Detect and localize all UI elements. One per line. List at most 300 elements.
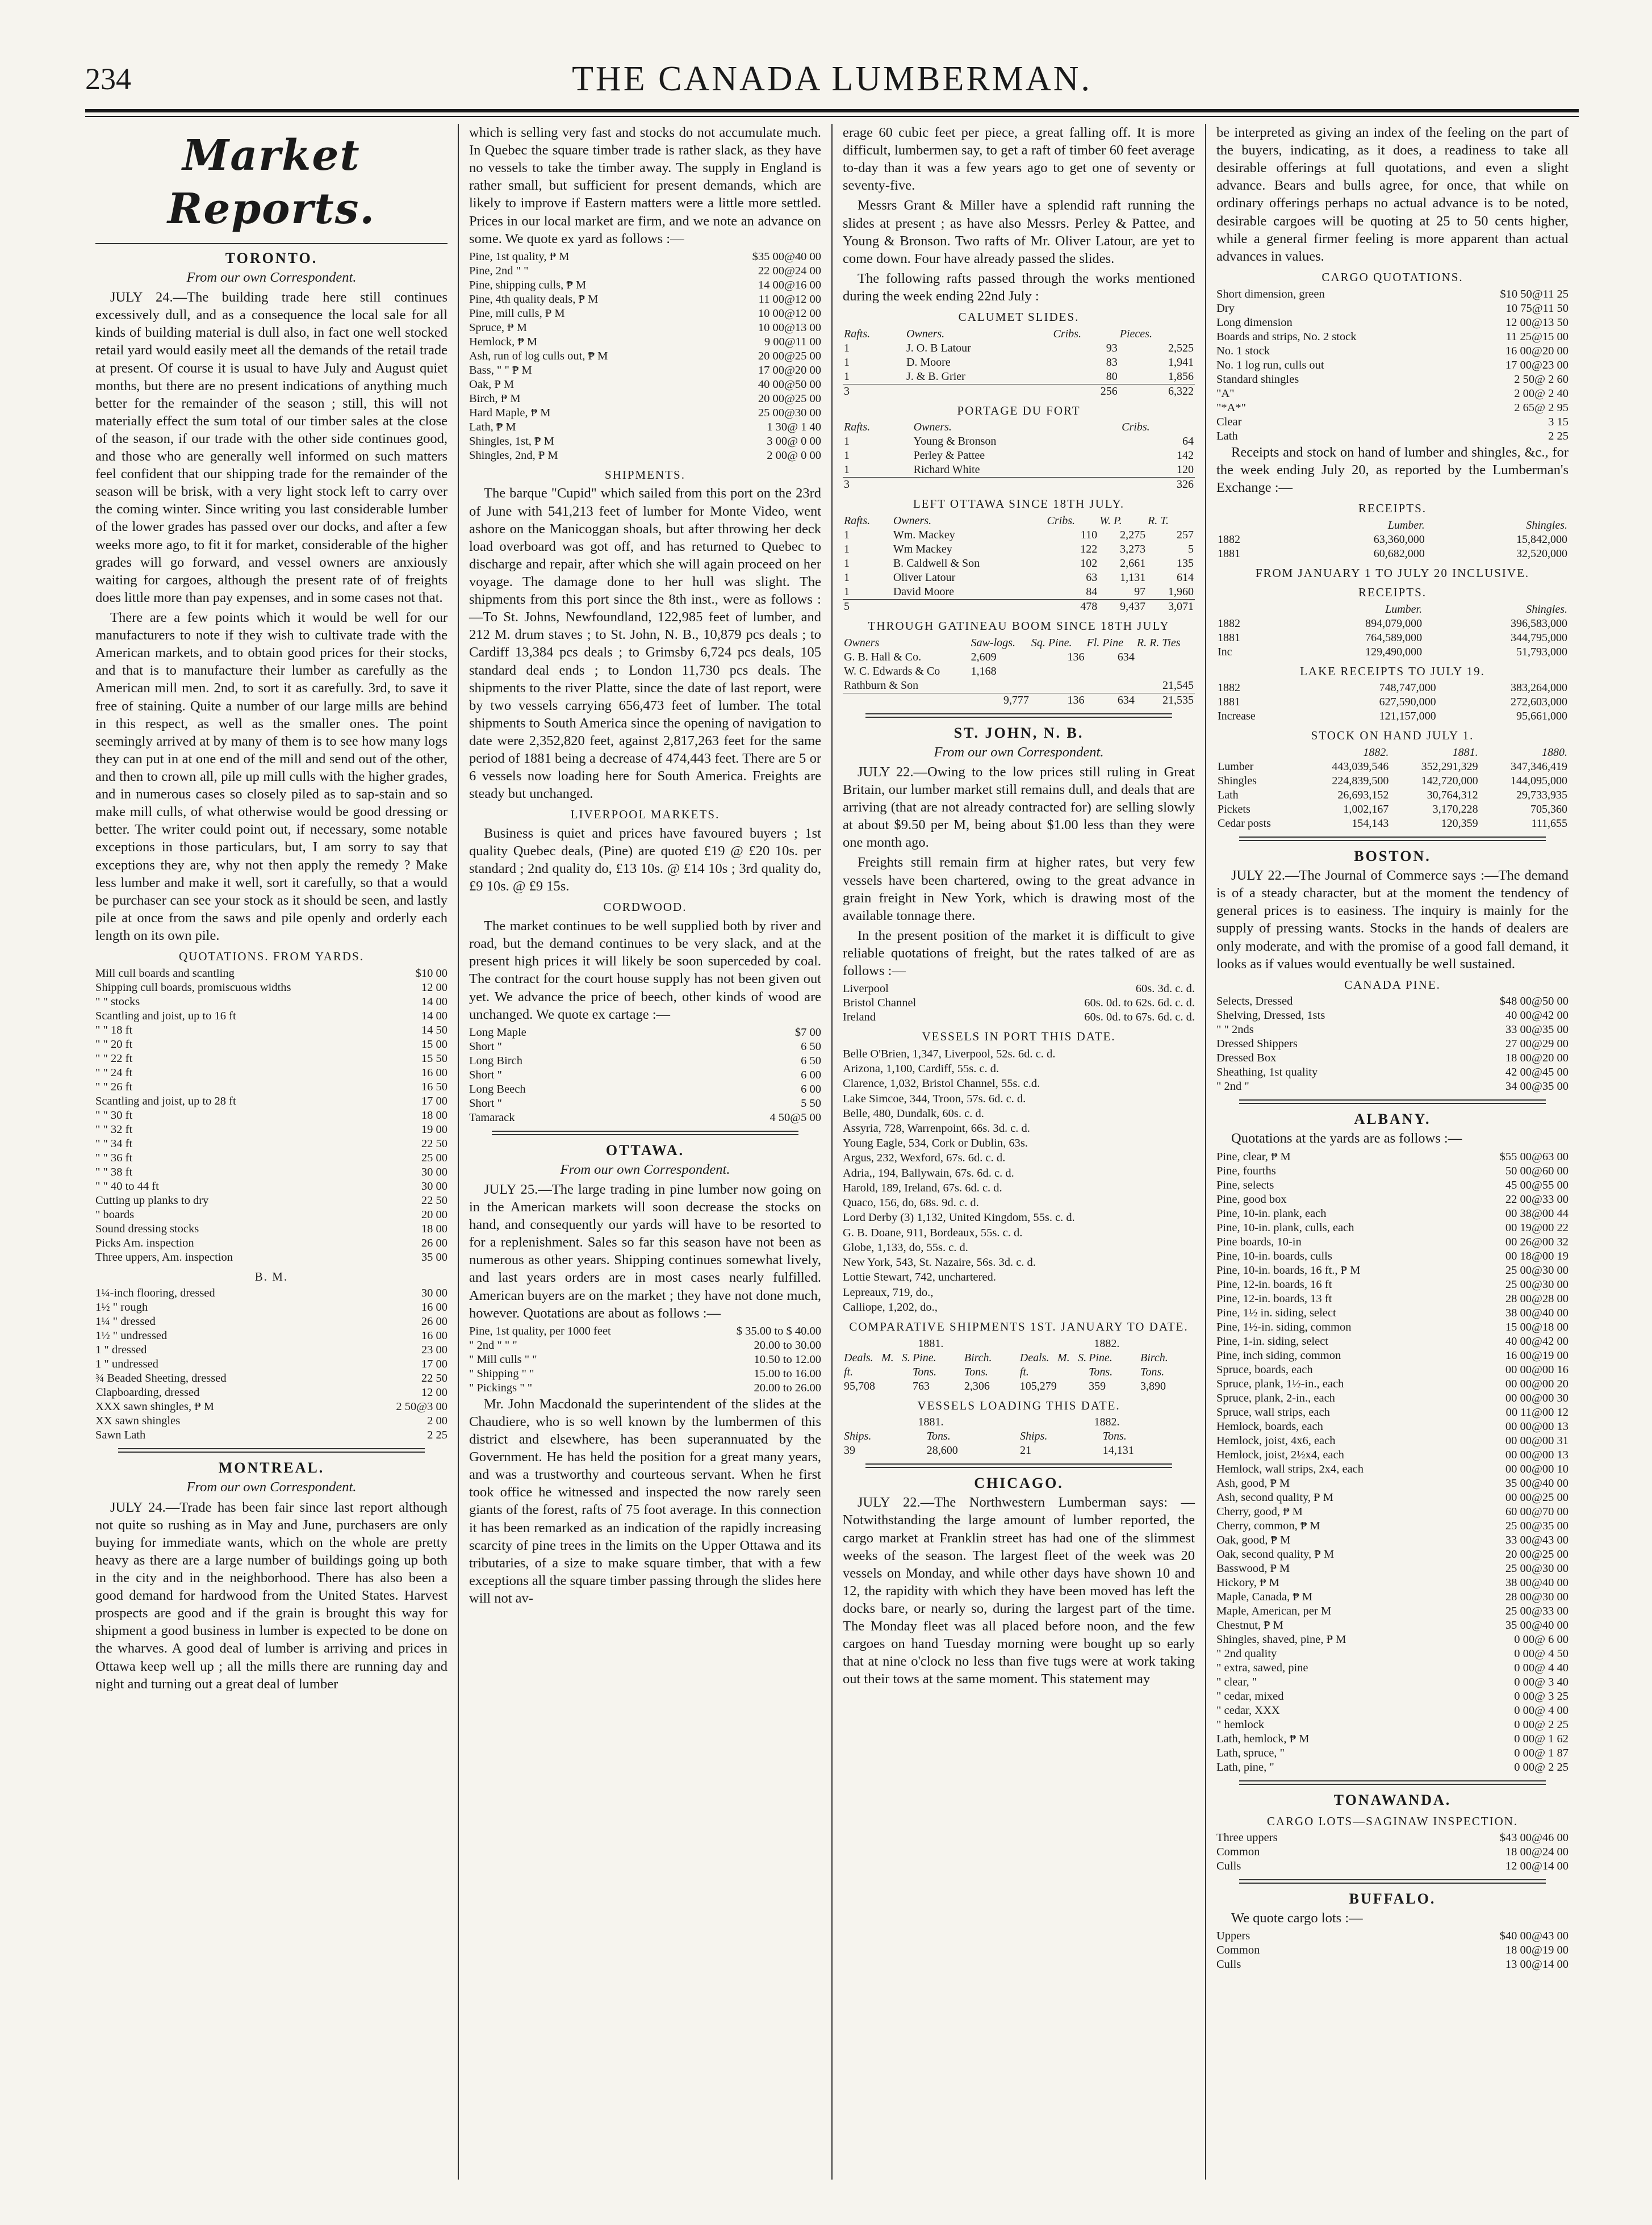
quote-row xyxy=(843,1010,1195,1024)
quote-row xyxy=(1216,1150,1569,1164)
quote-row xyxy=(1216,1689,1569,1704)
table-cell: Pickets xyxy=(1218,803,1250,816)
quote-row xyxy=(469,434,821,449)
table-cell: 1 xyxy=(844,463,850,476)
section-divider xyxy=(865,1463,1172,1468)
quote-value: 30 00 xyxy=(421,1165,447,1178)
quote-label: Spruce, wall strips, each xyxy=(1216,1406,1330,1419)
masthead xyxy=(85,51,1579,108)
quote-label: Dry xyxy=(1216,302,1235,315)
vessel-entry: Adria,, 194, Ballywain, 67s. 6d. c. d. xyxy=(843,1166,1014,1180)
quote-value: 28 00@28 00 xyxy=(1505,1292,1569,1305)
quote-label: Shingles, shaved, pine, ₱ M xyxy=(1216,1633,1346,1646)
quote-row xyxy=(1216,1420,1569,1434)
table-total-row xyxy=(843,693,1195,708)
table-cell: 1,168 xyxy=(971,664,997,677)
quote-label: Pine, selects xyxy=(1216,1178,1274,1191)
table-cell: 80 xyxy=(1106,370,1118,383)
quote-label: Oak, second quality, ₱ M xyxy=(1216,1548,1335,1561)
quote-label: 1½ " rough xyxy=(95,1301,148,1314)
table-total-cell: Inc xyxy=(1218,645,1232,658)
quote-row xyxy=(1216,344,1569,358)
quote-value: 0 00@ 3 25 xyxy=(1514,1689,1569,1703)
toronto-correspondent: From our own Correspondent. xyxy=(186,269,357,285)
quote-value: 14 00 xyxy=(421,1009,447,1022)
column-1 xyxy=(85,124,459,2180)
quote-label: " " 26 ft xyxy=(95,1080,133,1093)
table-row xyxy=(1216,681,1569,695)
table-cell: 2,275 xyxy=(1120,529,1146,542)
quote-value: 2 50@3 00 xyxy=(396,1400,447,1413)
quote-value: 12 00 xyxy=(421,1386,447,1399)
section-divider xyxy=(492,1131,798,1135)
quote-value: $43 00@46 00 xyxy=(1499,1831,1569,1845)
quote-row xyxy=(1216,1633,1569,1647)
quote-value: 5 50 xyxy=(801,1097,821,1110)
quote-label: Hemlock, boards, each xyxy=(1216,1420,1323,1433)
quote-label: Chestnut, ₱ M xyxy=(1216,1618,1283,1632)
quote-label: Pine, 12-in. boards, 13 ft xyxy=(1216,1292,1332,1305)
quote-value: 00 00@00 10 xyxy=(1505,1462,1569,1475)
quote-label: " " 22 ft xyxy=(95,1052,133,1065)
quote-value: 25 00@30 00 xyxy=(1505,1278,1569,1291)
quote-value: 6 00 xyxy=(801,1082,821,1095)
quote-value: 00 19@00 22 xyxy=(1505,1221,1569,1234)
quote-label: " " 40 to 44 ft xyxy=(95,1180,159,1193)
quote-row xyxy=(843,982,1195,996)
quote-value: 40 00@42 00 xyxy=(1505,1009,1569,1022)
quote-row xyxy=(95,1386,447,1400)
quote-value: 20 00@25 00 xyxy=(758,349,821,362)
quote-label: Hard Maple, ₱ M xyxy=(469,406,551,419)
table-cell: B. Caldwell & Son xyxy=(893,557,980,570)
quote-row xyxy=(1216,1080,1569,1094)
table-header: Rafts. xyxy=(844,515,871,528)
table-cell xyxy=(1030,664,1086,679)
vessels-title: VESSELS IN PORT THIS DATE. xyxy=(922,1030,1116,1044)
receipts-paragraph: Receipts and stock on hand of lumber and shingles, &c., for the week ending July 20, as reported by the Lumberman's Exchange :— xyxy=(1216,444,1569,495)
quote-row xyxy=(469,307,821,321)
from-january-title: FROM JANUARY 1 TO JULY 20 INCLUSIVE. xyxy=(1255,566,1530,580)
quote-row xyxy=(1216,330,1569,344)
table-cell: 272,603,000 xyxy=(1511,696,1567,709)
quote-value: 28 00@30 00 xyxy=(1505,1590,1569,1603)
quote-label: Hemlock, joist, 2½x4, each xyxy=(1216,1448,1344,1461)
table-header: 1881. xyxy=(1452,746,1478,759)
quote-label: " extra, sawed, pine xyxy=(1216,1661,1308,1674)
quote-row xyxy=(1216,1590,1569,1604)
comparative-head: Deals. M. S. ft. xyxy=(844,1351,910,1378)
table-row xyxy=(1216,774,1569,788)
quote-value: 14 50 xyxy=(421,1023,447,1036)
table-cell: 1 xyxy=(844,529,850,542)
quote-row xyxy=(1216,1533,1569,1548)
page-number: 234 xyxy=(85,62,131,96)
table-cell xyxy=(1086,679,1136,693)
quote-value: 00 11@00 12 xyxy=(1505,1406,1569,1419)
quote-row xyxy=(1216,1562,1569,1576)
table-cell: 1 xyxy=(844,370,850,383)
quote-row xyxy=(1216,1618,1569,1633)
albany-title: ALBANY. xyxy=(1354,1111,1431,1128)
quote-row xyxy=(1216,1845,1569,1859)
table-cell: 352,291,329 xyxy=(1421,760,1478,773)
table-row xyxy=(843,542,1195,557)
quote-value: 2 00 xyxy=(427,1415,447,1428)
table-cell: 443,039,546 xyxy=(1332,760,1389,773)
table-header xyxy=(1216,603,1278,617)
quote-label: Long Birch xyxy=(469,1054,522,1067)
table-row xyxy=(843,449,1195,463)
quote-row xyxy=(95,1250,447,1265)
quote-value: 3 00@ 0 00 xyxy=(767,434,821,447)
quote-value: 25 00@30 00 xyxy=(1505,1264,1569,1277)
table-total-cell xyxy=(892,600,1046,614)
quote-label: " " 34 ft xyxy=(95,1137,133,1150)
quote-label: Pine boards, 10-in xyxy=(1216,1235,1302,1248)
quote-row xyxy=(95,1194,447,1208)
quote-row xyxy=(1216,1320,1569,1335)
table-cell: 634 xyxy=(1117,650,1135,663)
ottawa-continued: erage 60 cubic feet per piece, a great falling off. It is more difficult, lumbermen say, to get a raft of timber 60 feet average to-day than it was a few years ago to get one of seventy or seventy-five. xyxy=(843,125,1195,194)
quote-row xyxy=(95,1038,447,1052)
toronto-paragraph: JULY 24.—The building trade here still continues excessively dull, and as a consequence the local sale for all kinds of building material is dull also, in fact one well stocked retail yard would easily meet all the demands of the retail trade at present. Of course it is usual to have July and August quiet months, but there are no present indications of anything much better for the remainder of the season ; still, this will not materially effect the sum total of our timber sales at the close of the season, if our trade with the other side continues good, and those who are generally well informed on such matters feel confident that our shipping trade for the remainder of the season will be brisk, with a very light stock left to carry over the coming winter. Since writing you last considerable lumber of the lower grades has passed over our docks, and after a few weeks more ago, to fit it for market, considerable of the higher grades will go forward, and vessel owners are anxiously waiting for cargoes, although the present rate of of freights does little more than pay expenses, and in some cases not that. xyxy=(95,290,447,605)
quote-label: Culls xyxy=(1216,1860,1241,1873)
receipts-table xyxy=(1216,518,1569,561)
table-row xyxy=(843,664,1195,679)
left-ottawa-table xyxy=(843,514,1195,614)
vessel-entry: G. B. Doane, 911, Bordeaux, 55s. c. d. xyxy=(843,1226,1023,1239)
table-cell: 1 xyxy=(844,543,850,556)
quote-label: " " 38 ft xyxy=(95,1165,133,1178)
quote-value: $48 00@50 00 xyxy=(1499,995,1569,1008)
quote-label: Pine, 10-in. boards, 16 ft., ₱ M xyxy=(1216,1264,1361,1277)
gatineau-table xyxy=(843,636,1195,708)
quote-label: " hemlock xyxy=(1216,1718,1265,1731)
montreal-paragraph: JULY 24.—Trade has been fair since last report although not quite so rushing as in May and June, purchasers are only buying for immediate wants, which on the whole are pretty heavy as there are a large number of buildings going up both in the city and in the neighborhood. There has also been a good demand for hardwood from the United States. Harvest prospects are good and if the grain is brought this way for shipment a good business in lumber is expected to be done on the wharves. A good deal of lumber is arriving and prices in Ottawa keep well up ; all the mills there are running day and night and turning out a great deal of lumber xyxy=(95,1499,447,1692)
quote-label: Short dimension, green xyxy=(1216,287,1325,300)
comparative-head: Deals. M. S. ft. xyxy=(1019,1351,1087,1378)
quote-label: Maple, American, per M xyxy=(1216,1604,1332,1617)
quote-value: 15 00 xyxy=(421,1038,447,1051)
quote-row xyxy=(1216,373,1569,387)
stjohn-paragraph-2: Freights still remain firm at higher rates, but very few vessels have been chartered, owing to the great advance in grain freight in New York, which is drawing most of the available tonnage there. xyxy=(843,855,1195,923)
table-header xyxy=(1216,746,1300,760)
quote-label: Hemlock, ₱ M xyxy=(469,335,538,348)
table-cell: Richard White xyxy=(913,463,980,476)
quote-value: 25 00@30 00 xyxy=(1505,1562,1569,1575)
loading-cell: 28,600 xyxy=(926,1444,958,1457)
quote-label: " " 30 ft xyxy=(95,1109,133,1122)
quote-row xyxy=(469,449,821,463)
table-cell: 894,079,000 xyxy=(1365,617,1423,630)
quote-row xyxy=(469,363,821,378)
quote-row xyxy=(469,1381,821,1395)
quote-label: Sheathing, 1st quality xyxy=(1216,1066,1318,1079)
quote-value: 0 00@ 6 00 xyxy=(1514,1633,1569,1646)
quote-row xyxy=(95,1357,447,1371)
quote-value: 6 50 xyxy=(801,1054,821,1067)
table-row xyxy=(1216,695,1569,709)
quote-value: 34 00@35 00 xyxy=(1505,1080,1569,1093)
quote-value: 00 00@00 20 xyxy=(1505,1377,1569,1390)
table-cell: 83 xyxy=(1106,356,1118,369)
chicago-title: CHICAGO. xyxy=(974,1475,1064,1492)
quote-label: " " 18 ft xyxy=(95,1023,133,1036)
table-row xyxy=(843,434,1195,449)
quote-value: 12 00@14 00 xyxy=(1505,1860,1569,1873)
quote-value: 0 00@ 2 25 xyxy=(1514,1718,1569,1731)
table-cell xyxy=(1136,664,1195,679)
table-header: Owners. xyxy=(913,421,952,434)
quote-label: " " 32 ft xyxy=(95,1123,133,1136)
comparative-cell: 95,708 xyxy=(844,1379,875,1392)
quote-row xyxy=(1216,1477,1569,1491)
cordwood-table xyxy=(469,1026,821,1125)
quote-value: 15.00 to 16.00 xyxy=(754,1367,821,1380)
quote-row xyxy=(469,1367,821,1381)
comparative-head: Birch. Tons. xyxy=(964,1351,992,1378)
stjohn-paragraph: JULY 22.—Owing to the low prices still ruling in Great Britain, our lumber market still remains dull, and deals that are arriving (that are not already contracted for) are selling slowly at about $9.50 per M, being about $1.00 less than they were one month ago. xyxy=(843,764,1195,851)
table-cell: 2,661 xyxy=(1120,557,1146,570)
table-cell: 1881 xyxy=(1218,547,1240,560)
quote-value: 00 00@00 13 xyxy=(1505,1448,1569,1461)
table-cell: 93 xyxy=(1106,341,1118,354)
table-cell: Wm. Mackey xyxy=(893,529,955,542)
quote-value: 50 00@60 00 xyxy=(1505,1164,1569,1177)
quote-value: 10 00@13 00 xyxy=(758,321,821,334)
table-cell: 1882 xyxy=(1218,681,1240,695)
quote-value: 16 00@19 00 xyxy=(1505,1349,1569,1362)
table-row xyxy=(843,341,1195,356)
table-cell: 122 xyxy=(1080,543,1098,556)
table-cell: 26,693,152 xyxy=(1337,789,1389,802)
table-cell: 3,170,228 xyxy=(1432,803,1478,816)
table-cell: Shingles xyxy=(1218,775,1257,788)
vessel-entry: Belle, 480, Dundalk, 60s. c. d. xyxy=(843,1107,984,1120)
quote-value: 16 00@20 00 xyxy=(1505,344,1569,357)
quote-label: Ireland xyxy=(843,1011,876,1024)
quote-label: Tamarack xyxy=(469,1111,515,1124)
quote-row xyxy=(1216,1164,1569,1178)
quote-label: " Shipping " " xyxy=(469,1367,534,1380)
vessel-entry: Lord Derby (3) 1,132, United Kingdom, 55s. c. d. xyxy=(843,1211,1075,1224)
vessel-entry: Argus, 232, Wexford, 67s. 6d. c. d. xyxy=(843,1152,1006,1165)
quote-value: 00 38@00 44 xyxy=(1505,1207,1569,1220)
table-total-cell: 3 xyxy=(844,384,850,398)
quote-row xyxy=(1216,1193,1569,1207)
ottawa-paragraph: JULY 25.—The large trading in pine lumber now going on in the American markets will soon decrease the stocks on hand, and consequently our yards will have to be resorted to for a replenishment. Sales so far this season have not been as numerous as other years. Shipping continues somewhat lively, and last years orders are in most cases nearly fulfilled. American buyers are on the market ; they have not done much, however. Quotations are about as follows :— xyxy=(469,1181,821,1321)
tonawanda-subtitle: CARGO LOTS—SAGINAW INSPECTION. xyxy=(1266,1814,1519,1828)
table-cell: 32,520,000 xyxy=(1516,547,1567,560)
table-cell: Rathburn & Son xyxy=(844,679,919,692)
quote-value: 22 00@33 00 xyxy=(1505,1193,1569,1206)
divider xyxy=(95,243,447,244)
table-cell: Oliver Latour xyxy=(893,571,956,584)
quote-label: Selects, Dressed xyxy=(1216,995,1293,1008)
quote-label: Lath, spruce, " xyxy=(1216,1746,1285,1759)
quote-row xyxy=(1216,1235,1569,1249)
quote-label: Pine, shipping culls, ₱ M xyxy=(469,278,587,291)
quote-value: 42 00@45 00 xyxy=(1505,1066,1569,1079)
table-cell: 1,941 xyxy=(1168,356,1194,369)
table-total-cell: 326 xyxy=(1177,478,1194,491)
quote-value: 25 00 xyxy=(421,1151,447,1164)
quote-value: 20.00 to 26.00 xyxy=(754,1381,821,1394)
quote-label: Birch, ₱ M xyxy=(469,392,521,405)
freights-table xyxy=(843,982,1195,1024)
quote-label: Basswood, ₱ M xyxy=(1216,1562,1290,1575)
quote-label: Bristol Channel xyxy=(843,997,917,1010)
table-header: R. T. xyxy=(1148,515,1169,528)
quote-label: Picks Am. inspection xyxy=(95,1236,194,1249)
table-header: R. R. Ties xyxy=(1136,636,1181,649)
quote-value: 20.00 to 30.00 xyxy=(754,1339,821,1352)
quote-row xyxy=(1216,1760,1569,1775)
loading-head: Tons. xyxy=(926,1430,951,1443)
quote-value: 22 00@24 00 xyxy=(758,264,821,277)
quote-row xyxy=(1216,1065,1569,1080)
comparative-head: Pine. Tons. xyxy=(912,1351,937,1378)
quote-label: " 2nd quality xyxy=(1216,1647,1277,1660)
quote-row xyxy=(95,1023,447,1038)
table-cell: 64 xyxy=(1182,435,1194,448)
quote-row xyxy=(469,1068,821,1082)
bm-title: B. M. xyxy=(254,1269,288,1283)
columns xyxy=(85,124,1579,2180)
table-row xyxy=(843,571,1195,585)
receipts-title: RECEIPTS. xyxy=(1358,501,1427,515)
table-cell: 257 xyxy=(1177,529,1194,542)
quote-row xyxy=(1216,1746,1569,1760)
quote-row xyxy=(1216,1349,1569,1363)
quote-row xyxy=(1216,1178,1569,1193)
table-row xyxy=(1216,802,1569,817)
loading-cell: 21 xyxy=(1019,1444,1031,1457)
table-header: Fl. Pine xyxy=(1086,636,1123,649)
quote-label: Pine, clear, ₱ M xyxy=(1216,1150,1291,1163)
table-total-row xyxy=(1216,709,1569,723)
quote-value: 10.50 to 12.00 xyxy=(754,1353,821,1366)
quote-value: 27 00@29 00 xyxy=(1505,1038,1569,1051)
table-row xyxy=(843,585,1195,600)
quote-row xyxy=(1216,1604,1569,1618)
table-row xyxy=(1216,533,1569,547)
section-divider xyxy=(1239,1879,1546,1884)
table-total-cell: 136 xyxy=(1067,693,1085,706)
quote-label: 1½ " undressed xyxy=(95,1329,168,1342)
table-cell xyxy=(1136,650,1195,664)
quote-label: XXX sawn shingles, ₱ M xyxy=(95,1400,214,1413)
table-cell: 1 xyxy=(844,341,850,354)
table-cell: 135 xyxy=(1177,557,1194,570)
quote-row xyxy=(469,1339,821,1353)
table-cell: 1 xyxy=(844,356,850,369)
table-total-cell: 21,535 xyxy=(1162,693,1194,706)
table-cell xyxy=(1086,664,1136,679)
quote-label: Common xyxy=(1216,1944,1260,1957)
quote-label: " Mill culls " " xyxy=(469,1353,537,1366)
table-cell: 2,525 xyxy=(1168,341,1194,354)
quote-label: " 2nd " " " xyxy=(469,1339,517,1352)
quote-value: 16 00 xyxy=(421,1301,447,1314)
canada-pine-table xyxy=(1216,994,1569,1094)
quote-label: Lath xyxy=(1216,429,1238,442)
table-header: Saw-logs. xyxy=(971,636,1015,649)
table-cell: Cedar posts xyxy=(1218,817,1271,830)
table-cell: 144,095,000 xyxy=(1511,775,1567,788)
table-header: W. P. xyxy=(1099,515,1122,528)
toronto-paragraph: There are a few points which it would be well for our manufacturers to note if they wish to cultivate trade with the American markets, and to obtain good prices for their stocks, and that is to manufacture their lumber as carefully as the American mill men. 2nd, to sort it as carefully. 3rd, to save it free of staining. Quite a number of our large mills are behind in this respect, as well as the smaller ones. The point seemingly arrived at by many of them is to see how many logs they can put in at one end of the mill and send out of the other, and then to crown all, pile up mill culls with the higher grades, and in numerous cases so closely piled as to sap-stain and so make mill culls, of what otherwise would be good dressing or better. The writer could point out, if necessary, some notable exceptions in those particulars, but, I am sorry to say that exceptions they are, why not then apply the remedy ? Make less lumber and make it well, sort it carefully, so that a would be purchaser can see your stock as it should be seen, and lastly pile at once from the saws and pile openly and orderly each length on its own pile. xyxy=(95,610,447,943)
table-row xyxy=(1216,547,1569,561)
masthead-rule-thin xyxy=(85,116,1579,117)
quote-row xyxy=(1216,1009,1569,1023)
table-cell: 3,273 xyxy=(1120,543,1146,556)
vessel-entry: Clarence, 1,032, Bristol Channel, 55s. c.d. xyxy=(843,1077,1040,1090)
comparative-cell: 2,306 xyxy=(964,1379,990,1392)
table-row xyxy=(1216,788,1569,802)
stjohn-correspondent: From our own Correspondent. xyxy=(934,744,1104,760)
quote-value: 25 00@30 00 xyxy=(758,406,821,419)
quote-label: " 2nd " xyxy=(1216,1080,1249,1093)
quote-label: Scantling and joist, up to 16 ft xyxy=(95,1009,236,1022)
buffalo-paragraph: We quote cargo lots :— xyxy=(1231,1910,1363,1926)
quote-row xyxy=(1216,1732,1569,1746)
quote-label: Pine, 1st quality, ₱ M xyxy=(469,250,570,263)
yards-table xyxy=(95,967,447,1265)
quote-value: 40 00@42 00 xyxy=(1505,1335,1569,1348)
quote-row xyxy=(1216,1249,1569,1264)
quote-label: Pine, 2nd " " xyxy=(469,264,529,277)
table-cell: Young & Bronson xyxy=(913,435,997,448)
quote-value: 14 00@16 00 xyxy=(758,278,821,291)
table-cell xyxy=(1030,679,1086,693)
cordwood-paragraph: The market continues to be well supplied both by river and road, but the demand continues to be very slack, and at the present high prices it will likely be soon superceded by coal. The contract for the court house supply has not been given out yet. We advance the price of beech, other kinds of wood are unchanged. We quote ex cartage :— xyxy=(469,918,821,1022)
table-header: Lumber. xyxy=(1387,518,1425,532)
quote-row xyxy=(95,1315,447,1329)
quote-label: Liverpool xyxy=(843,982,889,996)
table-header: Lumber. xyxy=(1385,603,1423,616)
quote-row xyxy=(95,1222,447,1236)
table-row xyxy=(843,650,1195,664)
quote-row xyxy=(1216,1943,1569,1958)
table-cell: 396,583,000 xyxy=(1511,617,1567,630)
quote-row xyxy=(95,967,447,981)
quote-value: 00 00@00 16 xyxy=(1505,1363,1569,1376)
table-header: 1880. xyxy=(1542,746,1567,759)
quote-label: Cutting up planks to dry xyxy=(95,1194,209,1207)
quote-value: 00 00@25 00 xyxy=(1505,1491,1569,1504)
table-cell: 344,795,000 xyxy=(1511,631,1567,644)
chicago-continued: be interpreted as giving an index of the feeling on the part of the buyers, indicating, as it does, a readiness to take all desirable offerings at full quotations, and even a slight advance. Bears and bulls agree, for once, that while on ordinary offerings perhaps no actual advance is to be noted, desirable cargoes will be quoting at 25 to 50 cents higher, while a general firmer feeling is more apparent than actual advances in values. xyxy=(1216,125,1569,264)
table-cell: 5 xyxy=(1188,543,1194,556)
stock-title: STOCK ON HAND JULY 1. xyxy=(1311,729,1474,743)
shipments-title: SHIPMENTS. xyxy=(605,467,685,482)
table-total-cell xyxy=(843,693,970,708)
table-cell: 1 xyxy=(844,449,850,462)
ottawa-correspondent: From our own Correspondent. xyxy=(560,1161,730,1177)
quote-value: 35 00@40 00 xyxy=(1505,1618,1569,1632)
quote-row xyxy=(1216,1278,1569,1292)
table-cell: 2,609 xyxy=(971,650,997,663)
quote-label: "*A*" xyxy=(1216,401,1247,414)
quote-label: " boards xyxy=(95,1208,135,1221)
montreal-continued: which is selling very fast and stocks do not accumulate much. In Quebec the square timber trade is rather slack, as they have no vessels to take the timber away. The supply in England is rather small, but sufficient for present demands, which are likely to improve if Eastern matters were a little more settled. Prices in our local market are firm, and we note an advance on some. We quote ex yard as follows :— xyxy=(469,125,821,246)
quote-value: 60s. 3d. c. d. xyxy=(1135,982,1195,996)
quote-label: Maple, Canada, ₱ M xyxy=(1216,1590,1313,1603)
section-divider xyxy=(1239,837,1546,841)
quote-label: Mill cull boards and scantling xyxy=(95,967,235,980)
